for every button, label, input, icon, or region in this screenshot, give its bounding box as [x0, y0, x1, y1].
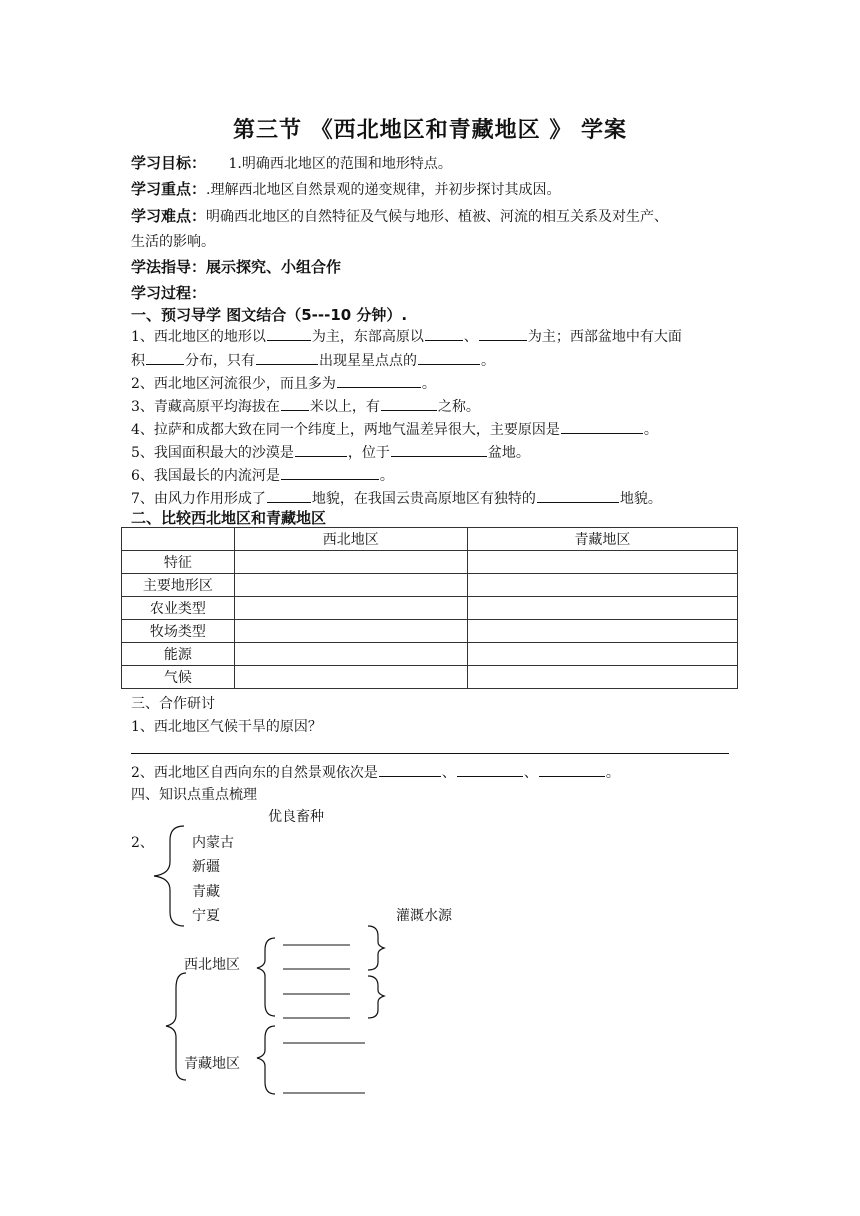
q1-text: 出现星星点点的 [319, 353, 417, 369]
q6-text: 。 [379, 468, 394, 484]
q6-text: 6、我国最长的内流河是 [131, 468, 280, 484]
left-brace [257, 938, 275, 1016]
q7-text: 地貌。 [619, 491, 662, 507]
q1-text: 分布，只有 [185, 353, 255, 369]
q3-text: 3、青藏高原平均海拔在 [131, 399, 280, 415]
row-label: 特征 [122, 551, 235, 574]
irrigation-label: 灌溉水源 [396, 908, 452, 924]
right-brace [368, 976, 384, 1018]
q5-text: 盆地。 [487, 445, 530, 461]
key-label: 学习重点： [131, 180, 207, 198]
q4-text: 。 [643, 422, 658, 438]
q7-text: 7、由风力作用形成了 [131, 491, 266, 507]
q1-text: 积 [131, 353, 145, 369]
row-label: 牧场类型 [122, 620, 235, 643]
right-brace [368, 926, 384, 970]
qz-label: 青藏地区 [184, 1056, 240, 1072]
process-label: 学习过程： [131, 284, 207, 302]
difficulty-text: 明确西北地区的自然特征及气候与地形、植被、河流的相互关系及对生产、 [206, 209, 669, 225]
section2-heading: 二、比较西北地区和青藏地区 [131, 509, 327, 527]
q2-text: 。 [421, 376, 436, 392]
q2-text: 2、西北地区河流很少，而且多为 [131, 376, 336, 392]
section1-heading: 一、预习导学 图文结合（5---10 分钟）. [131, 306, 408, 324]
page-title: 第三节 《西北地区和青藏地区 》 学案 [233, 117, 627, 143]
row-label: 气候 [122, 666, 235, 689]
s3-q2-text: 、 [523, 765, 538, 781]
s3-q2-text: 、 [441, 765, 456, 781]
nw-label: 西北地区 [184, 957, 240, 973]
pasture-item: 新疆 [192, 859, 220, 875]
row-label: 农业类型 [122, 597, 235, 620]
q3-text: 之称。 [437, 399, 480, 415]
q7-text: 地貌，在我国云贵高原地区有独特的 [311, 491, 536, 507]
pasture-item: 青藏 [192, 884, 220, 900]
table-header-qz: 青藏地区 [467, 528, 737, 551]
row-label: 能源 [122, 643, 235, 666]
left-brace [257, 1026, 275, 1094]
item-number: 2、 [131, 835, 154, 851]
method-line: 学法指导：展示探究、小组合作 [131, 258, 342, 276]
section4-heading: 四、知识点重点梳理 [131, 787, 257, 803]
difficulty-label: 学习难点： [131, 207, 207, 225]
pasture-item: 宁夏 [192, 908, 220, 924]
left-brace [154, 826, 184, 926]
q5-text: 5、我国面积最大的沙漠是 [131, 445, 294, 461]
q1-text: 1、西北地区的地形以 [131, 329, 266, 345]
section3-heading: 三、合作研讨 [131, 696, 215, 712]
goal-label: 学习目标： [131, 154, 207, 172]
s3-q2-text: 。 [605, 765, 620, 781]
q1-text: 。 [481, 353, 495, 369]
q4-text: 4、拉萨和成都大致在同一个纬度上，两地气温差异很大，主要原因是 [131, 422, 560, 438]
q3-text: 米以上，有 [309, 399, 380, 415]
pasture-item: 内蒙古 [192, 835, 234, 851]
q1-text: 、 [463, 329, 478, 345]
s3-q2-text: 2、西北地区自西向东的自然景观依次是 [131, 765, 378, 781]
left-brace [166, 973, 186, 1080]
table-header-nw: 西北地区 [234, 528, 467, 551]
goal-text: 1.明确西北地区的范围和地形特点。 [228, 156, 452, 172]
difficulty-text-cont: 生活的影响。 [131, 234, 215, 250]
q1-text: 为主；西部盆地中有大面 [527, 329, 682, 345]
q1-text: 为主，东部高原以 [311, 329, 424, 345]
breed-label: 优良畜种 [268, 809, 324, 825]
key-text: .理解西北地区自然景观的递变规律，并初步探讨其成因。 [206, 182, 561, 198]
row-label: 主要地形区 [122, 574, 235, 597]
s3-q1: 1、西北地区气候干旱的原因？ [131, 719, 322, 735]
q5-text: ，位于 [347, 445, 390, 461]
